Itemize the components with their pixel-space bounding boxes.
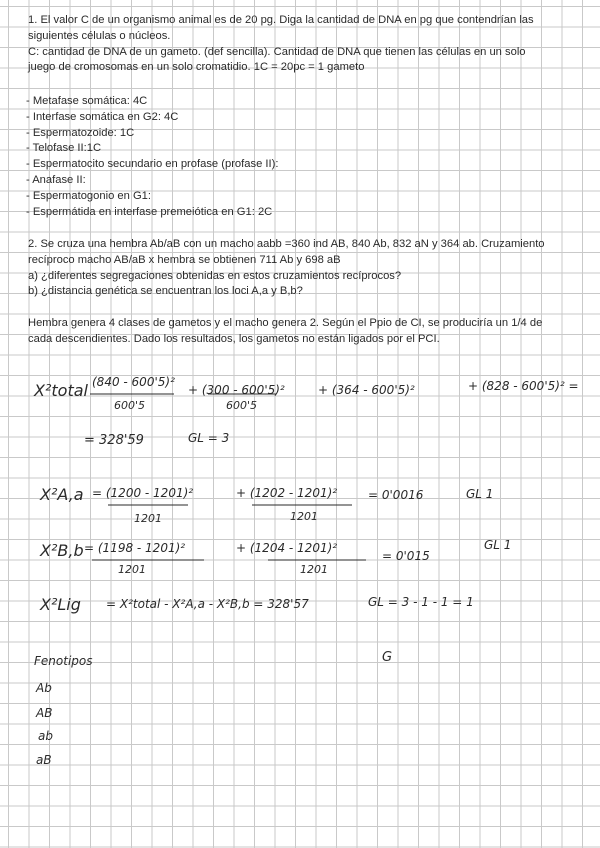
chi-b-result: = 0'015 (382, 549, 430, 563)
q1-item: - Metafase somática: 4C (26, 95, 148, 107)
chi-b-label: X²B,b (40, 541, 84, 560)
q1-item: - Interfase somática en G2: 4C (26, 110, 179, 123)
chi-total-term: + (364 - 600'5)² (318, 383, 415, 397)
chi-a-label: X²A,a (40, 485, 84, 504)
chi-lig-label: X²Lig (40, 595, 81, 614)
chi-b-gl: GL 1 (484, 538, 512, 552)
q1-item: - Espermatocito secundario en profase (profase II): (26, 158, 279, 171)
chi-lig-expr: = X²total - X²A,a - X²B,b = 328'57 (106, 597, 309, 611)
fenotipo-item: AB (36, 706, 53, 720)
chi-total-term: 600'5 (226, 399, 258, 412)
q1-statement-line-1: 1. El valor C de un organismo animal es de 20 pg. Diga la cantidad de DNA en pg que contendrían las (28, 14, 534, 26)
q2-statement-line: a) ¿diferentes segregaciones obtenidas en estos cruzamientos recíprocos? (28, 269, 402, 282)
q1-item: - Telofase II:1C (26, 142, 102, 155)
q1-definition-line-2: juego de cromosomas en un solo cromatidio. 1C = 20pc = 1 gameto (28, 61, 365, 74)
chi-total-term: (840 - 600'5)² (92, 375, 175, 389)
q1-definition-line-1: C: cantidad de DNA de un gameto. (def sencilla). Cantidad de DNA que tienen las células en un solo (28, 45, 526, 58)
chi-total-term: + (300 - 600'5)² (188, 383, 285, 397)
chi-total-label: X²total (34, 381, 88, 400)
chi-total-term: 600'5 (114, 399, 146, 412)
chi-total-gl: GL = 3 (188, 431, 230, 445)
chi-total-term: + (828 - 600'5)² = (468, 379, 579, 393)
q2-answer-line: Hembra genera 4 clases de gametos y el macho genera 2. Según el Ppio de CI, se produciría un 1/4 de (28, 317, 543, 329)
chi-a-result: = 0'0016 (368, 488, 424, 502)
q2-answer-line: cada descendientes. Dado los resultados, los gametos no están ligados por el PCI. (28, 332, 440, 345)
chi-a-gl: GL 1 (466, 487, 494, 501)
chi-b-term: 1201 (118, 563, 146, 576)
q1-statement-line-2: siguientes células o núcleos. (28, 29, 171, 42)
q1-item: - Espermatogonio en G1: (26, 189, 151, 202)
chi-b-term: = (1198 - 1201)² (84, 541, 186, 555)
fenotipo-item: aB (36, 753, 52, 767)
chi-b-term: + (1204 - 1201)² (236, 541, 338, 555)
q1-item: - Espermatozoide: 1C (26, 126, 135, 139)
chi-a-term: + (1202 - 1201)² (236, 486, 338, 500)
chi-a-term: 1201 (290, 510, 318, 523)
q2-statement-line: 2. Se cruza una hembra Ab/aB con un macho aabb =360 ind AB, 840 Ab, 832 aN y 364 ab. Cruzamiento (28, 238, 545, 250)
fenotipo-item: ab (38, 729, 53, 743)
chi-lig-gl: GL = 3 - 1 - 1 = 1 (368, 595, 474, 609)
fenotipos-label: Fenotipos (34, 654, 93, 668)
chi-total-result: = 328'59 (84, 433, 144, 448)
q1-item: - Espermátida en interfase premeiótica en G1: 2C (26, 205, 273, 218)
g-label: G (382, 650, 393, 665)
chi-b-term: 1201 (300, 563, 328, 576)
chi-a-term: = (1200 - 1201)² (92, 486, 194, 500)
chi-a-term: 1201 (134, 512, 162, 525)
fenotipo-item: Ab (36, 681, 52, 695)
q2-statement-line: recíproco macho AB/aB x hembra se obtienen 711 Ab y 698 aB (28, 253, 341, 266)
q1-item: - Anafase II: (26, 173, 86, 186)
q2-statement-line: b) ¿distancia genética se encuentran los loci A,a y B,b? (28, 285, 303, 298)
